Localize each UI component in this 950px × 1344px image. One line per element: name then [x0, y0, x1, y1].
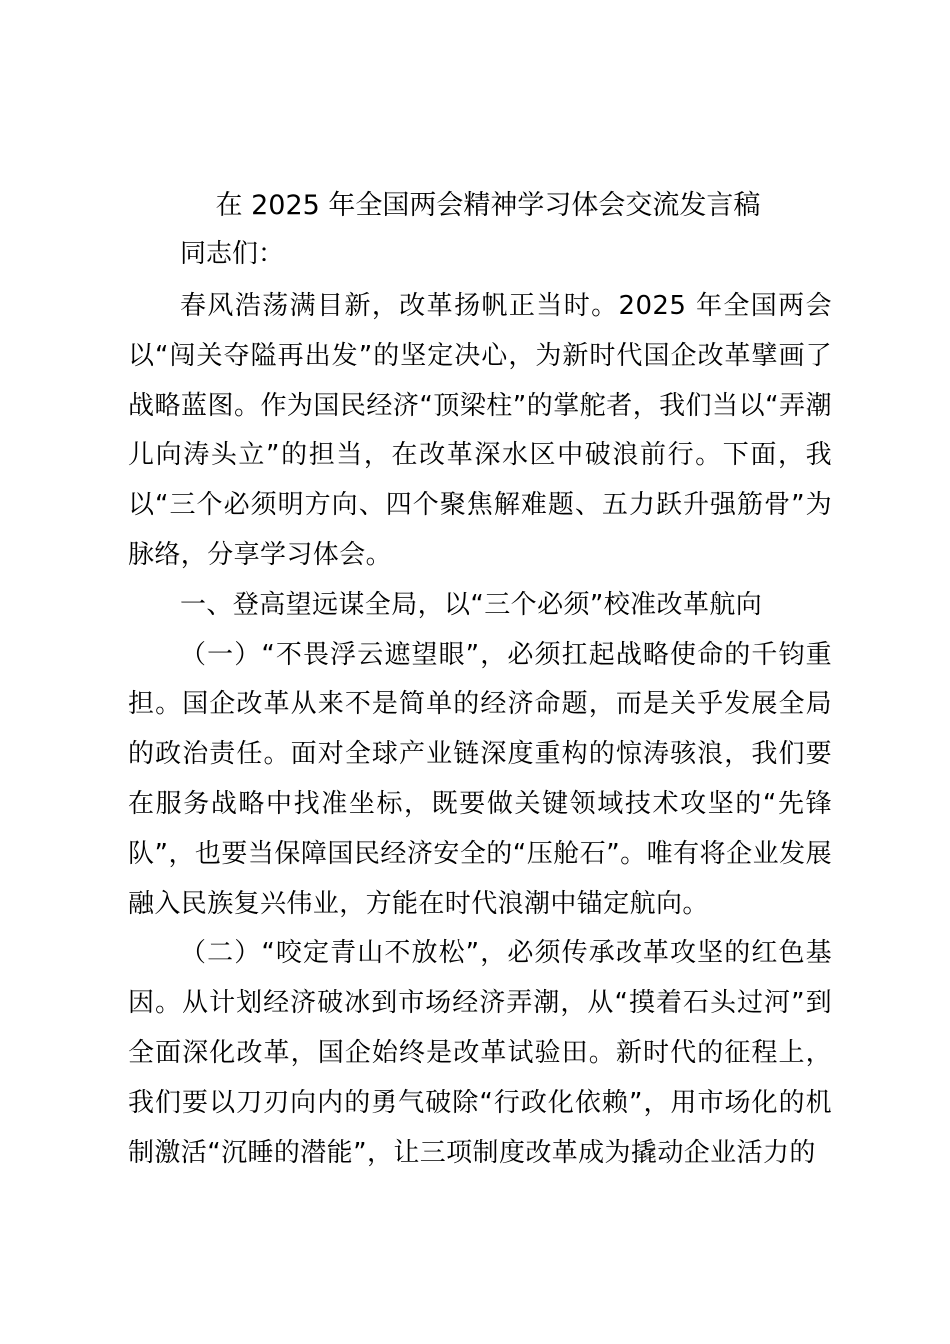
subsection-paragraph-2: （二）“咬定青山不放松”，必须传承改革攻坚的红色基因。从计划经济破冰到市场经济弄潮，从“摸着石头过河”到全面深化改革，国企始终是改革试验田。新时代的征程上，我们要以刀刃向内的勇气破除“行政化依赖”，用市场化的机制激活“沉睡的潜能”，让三项制度改革成为撬动企业活力的	[128, 938, 832, 1168]
document-body	[128, 182, 832, 1178]
subsection-paragraph-1: （一）“不畏浮云遮望眼”，必须扛起战略使命的千钧重担。国企改革从来不是简单的经济命题，而是关乎发展全局的政治责任。面对全球产业链深度重构的惊涛骇浪，我们要在服务战略中找准坐标，既要做关键领域技术攻坚的“先锋队”，也要当保障国民经济安全的“压舱石”。唯有将企业发展融入民族复兴伟业，方能在时代浪潮中锚定航向。	[128, 639, 832, 919]
section-heading: 一、登高望远谋全局，以“三个必须”校准改革航向	[180, 589, 763, 620]
document-title: 在 2025 年全国两会精神学习体会交流发言稿	[215, 190, 761, 221]
intro-paragraph: 春风浩荡满目新，改革扬帆正当时。2025 年全国两会以“闯关夺隘再出发”的坚定决心，为新时代国企改革擘画了战略蓝图。作为国民经济“顶梁柱”的掌舵者，我们当以“弄潮儿向涛头立”的担当，在改革深水区中破浪前行。下面，我以“三个必须明方向、四个聚焦解难题、五力跃升强筋骨”为脉络，分享学习体会。	[128, 291, 832, 570]
salutation: 同志们：	[180, 239, 285, 269]
